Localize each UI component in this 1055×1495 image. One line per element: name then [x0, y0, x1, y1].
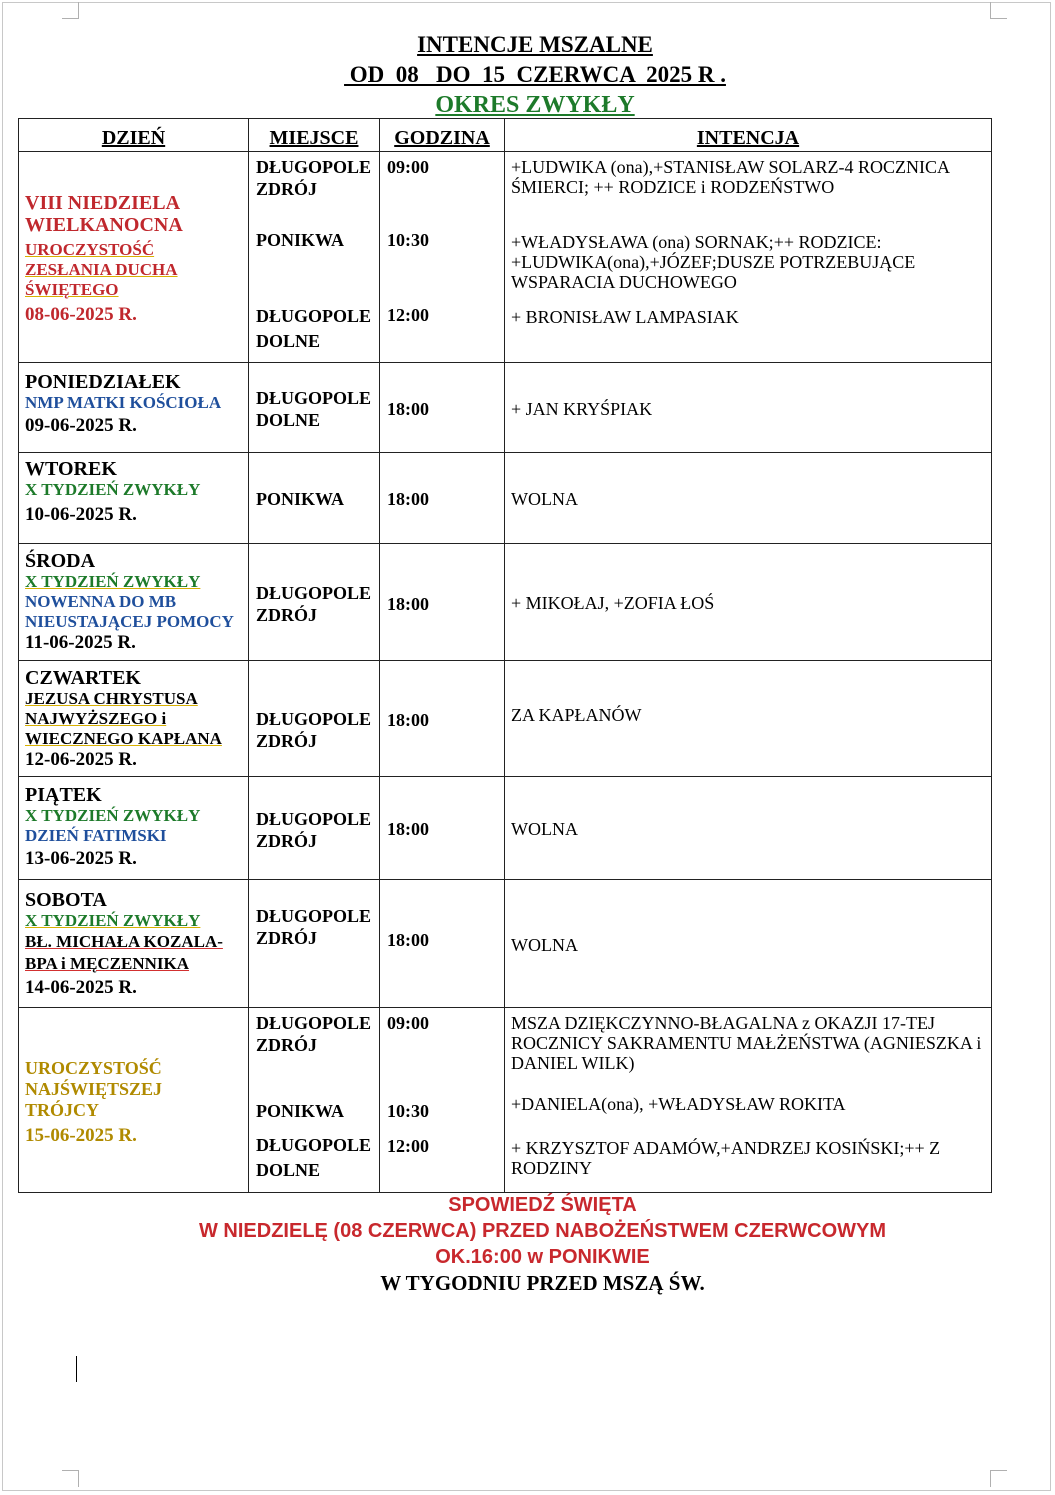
table-row	[19, 1008, 992, 1193]
day-name: VIII NIEDZIELA WIELKANOCNA	[25, 192, 183, 236]
day-date: 09-06-2025 R.	[25, 415, 137, 436]
day-cell	[19, 661, 249, 777]
document-title: INTENCJE MSZALNE	[417, 32, 653, 57]
crop-mark-bottom-left	[62, 1470, 79, 1487]
table-row	[19, 880, 992, 1008]
mass-intention: + BRONISŁAW LAMPASIAK	[511, 307, 739, 327]
mass-time: 18:00	[387, 594, 429, 614]
column-header-intention: INTENCJA	[505, 119, 992, 152]
table-row	[19, 453, 992, 544]
mass-time: 12:00	[387, 1136, 429, 1156]
mass-intention: + JAN KRYŚPIAK	[511, 399, 653, 419]
mass-place: PONIKWA	[256, 230, 345, 250]
day-novena: NOWENNA DO MB NIEUSTAJĄCEJ POMOCY	[25, 592, 234, 631]
time-cell	[380, 661, 505, 777]
mass-time: 10:30	[387, 1101, 429, 1121]
day-date: 15-06-2025 R.	[25, 1125, 137, 1146]
mass-intention: WOLNA	[511, 935, 578, 955]
mass-place: DŁUGOPOLE ZDRÓJ	[256, 583, 372, 625]
day-feast: X TYDZIEŃ ZWYKŁY	[25, 806, 201, 825]
mass-time: 09:00	[387, 1013, 429, 1033]
day-cell	[19, 880, 249, 1008]
mass-place: DŁUGOPOLE ZDRÓJ	[256, 157, 372, 199]
column-header-time: GODZINA	[380, 119, 505, 152]
mass-place: DŁUGOPOLE DOLNE	[256, 1135, 372, 1180]
day-feast: NMP MATKI KOŚCIOŁA	[25, 393, 222, 412]
time-cell	[380, 880, 505, 1008]
mass-time: 18:00	[387, 489, 429, 509]
intention-cell	[505, 777, 992, 880]
mass-intention: MSZA DZIĘKCZYNNO-BŁAGALNA z OKAZJI 17-TEJ ROCZNICY SAKRAMENTU MAŁŻEŃSTWA (AGNIESZKA i DANIEL WILK)	[511, 1013, 982, 1073]
mass-intention: ZA KAPŁANÓW	[511, 705, 642, 725]
day-name: UROCZYSTOŚĆ NAJŚWIĘTSZEJ TRÓJCY	[25, 1058, 163, 1120]
place-cell	[249, 152, 380, 363]
mass-place: PONIKWA	[256, 489, 345, 509]
crop-mark-bottom-right	[990, 1470, 1007, 1487]
day-name: PONIEDZIAŁEK	[25, 371, 181, 393]
mass-place: DŁUGOPOLE DOLNE	[256, 306, 372, 351]
day-name: PIĄTEK	[25, 784, 102, 806]
day-name: ŚRODA	[25, 550, 96, 572]
time-cell	[380, 544, 505, 661]
table-row	[19, 777, 992, 880]
date-range: OD 08 DO 15 CZERWCA 2025 R .	[344, 62, 726, 87]
text-cursor	[76, 1356, 77, 1382]
column-header-day: DZIEŃ	[19, 119, 249, 152]
liturgical-period: OKRES ZWYKŁY	[435, 92, 635, 118]
mass-intention: + KRZYSZTOF ADAMÓW,+ANDRZEJ KOSIŃSKI;++ Z RODZINY	[511, 1138, 941, 1178]
document-header	[0, 30, 1055, 120]
day-cell	[19, 777, 249, 880]
confession-weekday: W TYGODNIU PRZED MSZĄ ŚW.	[380, 1271, 705, 1295]
day-name: CZWARTEK	[25, 667, 141, 689]
confession-title: SPOWIEDŹ ŚWIĘTA	[448, 1194, 637, 1216]
mass-time: 18:00	[387, 819, 429, 839]
place-cell	[249, 661, 380, 777]
intention-cell	[505, 363, 992, 453]
mass-time: 10:30	[387, 230, 429, 250]
day-cell	[19, 1008, 249, 1193]
confession-notice	[0, 1192, 1055, 1296]
mass-place: PONIKWA	[256, 1101, 345, 1121]
intention-cell	[505, 152, 992, 363]
mass-time: 18:00	[387, 399, 429, 419]
day-cell	[19, 453, 249, 544]
mass-time: 12:00	[387, 305, 429, 325]
day-cell	[19, 544, 249, 661]
column-header-place: MIEJSCE	[249, 119, 380, 152]
day-memorial: BŁ. MICHAŁA KOZALA- BPA i MĘCZENNIKA	[25, 932, 223, 973]
day-date: 10-06-2025 R.	[25, 504, 137, 525]
mass-place: DŁUGOPOLE ZDRÓJ	[256, 906, 372, 948]
mass-place: DŁUGOPOLE ZDRÓJ	[256, 709, 372, 751]
intention-cell	[505, 544, 992, 661]
intention-cell	[505, 880, 992, 1008]
mass-schedule-table	[18, 118, 992, 1193]
place-cell	[249, 453, 380, 544]
mass-intention: + MIKOŁAJ, +ZOFIA ŁOŚ	[511, 593, 715, 613]
day-name: SOBOTA	[25, 889, 107, 911]
day-date: 13-06-2025 R.	[25, 848, 137, 869]
day-cell	[19, 152, 249, 363]
mass-place: DŁUGOPOLE ZDRÓJ	[256, 1013, 372, 1055]
time-cell	[380, 453, 505, 544]
day-name: WTOREK	[25, 458, 117, 480]
table-header-row	[19, 119, 992, 152]
intention-cell	[505, 661, 992, 777]
table-row	[19, 544, 992, 661]
intention-cell	[505, 453, 992, 544]
time-cell	[380, 1008, 505, 1193]
intention-cell	[505, 1008, 992, 1193]
confession-sunday: W NIEDZIELĘ (08 CZERWCA) PRZED NABOŻEŃSTWEM CZERWCOWYM	[198, 1220, 887, 1242]
mass-intention: +DANIELA(ona), +WŁADYSŁAW ROKITA	[511, 1094, 846, 1114]
crop-mark-top-right	[990, 2, 1007, 19]
place-cell	[249, 880, 380, 1008]
mass-time: 18:00	[387, 930, 429, 950]
crop-mark-top-left	[62, 2, 79, 19]
day-date: 11-06-2025 R.	[25, 632, 136, 653]
mass-place: DŁUGOPOLE DOLNE	[256, 388, 372, 430]
mass-time: 18:00	[387, 710, 429, 730]
place-cell	[249, 777, 380, 880]
table-row	[19, 152, 992, 363]
time-cell	[380, 152, 505, 363]
place-cell	[249, 544, 380, 661]
day-feast: X TYDZIEŃ ZWYKŁY	[25, 480, 201, 499]
time-cell	[380, 777, 505, 880]
place-cell	[249, 1008, 380, 1193]
day-feast: X TYDZIEŃ ZWYKŁY	[25, 572, 201, 591]
table-row	[19, 661, 992, 777]
table-row	[19, 363, 992, 453]
day-feast: UROCZYSTOŚĆ ZESŁANIA DUCHA ŚWIĘTEGO	[25, 240, 178, 299]
place-cell	[249, 363, 380, 453]
confession-time-place: OK.16:00 w PONIKWIE	[435, 1246, 650, 1268]
mass-intention: +LUDWIKA (ona),+STANISŁAW SOLARZ-4 ROCZNICA ŚMIERCI; ++ RODZICE i RODZEŃSTWO	[511, 157, 950, 197]
day-feast: JEZUSA CHRYSTUSA NAJWYŻSZEGO i WIECZNEGO KAPŁANA	[25, 689, 222, 748]
mass-place: DŁUGOPOLE ZDRÓJ	[256, 809, 372, 851]
day-feast: X TYDZIEŃ ZWYKŁY	[25, 911, 201, 930]
mass-intention: WOLNA	[511, 819, 578, 839]
mass-intention: +WŁADYSŁAWA (ona) SORNAK;++ RODZICE: +LUDWIKA(ona),+JÓZEF;DUSZE POTRZEBUJĄCE WSPARACIA DUCHOWEGO	[511, 232, 916, 292]
day-cell	[19, 363, 249, 453]
day-date: 12-06-2025 R.	[25, 749, 137, 770]
day-observance: DZIEŃ FATIMSKI	[25, 826, 167, 845]
mass-intention: WOLNA	[511, 489, 578, 509]
day-date: 14-06-2025 R.	[25, 977, 137, 998]
time-cell	[380, 363, 505, 453]
day-date: 08-06-2025 R.	[25, 304, 137, 325]
mass-time: 09:00	[387, 157, 429, 177]
